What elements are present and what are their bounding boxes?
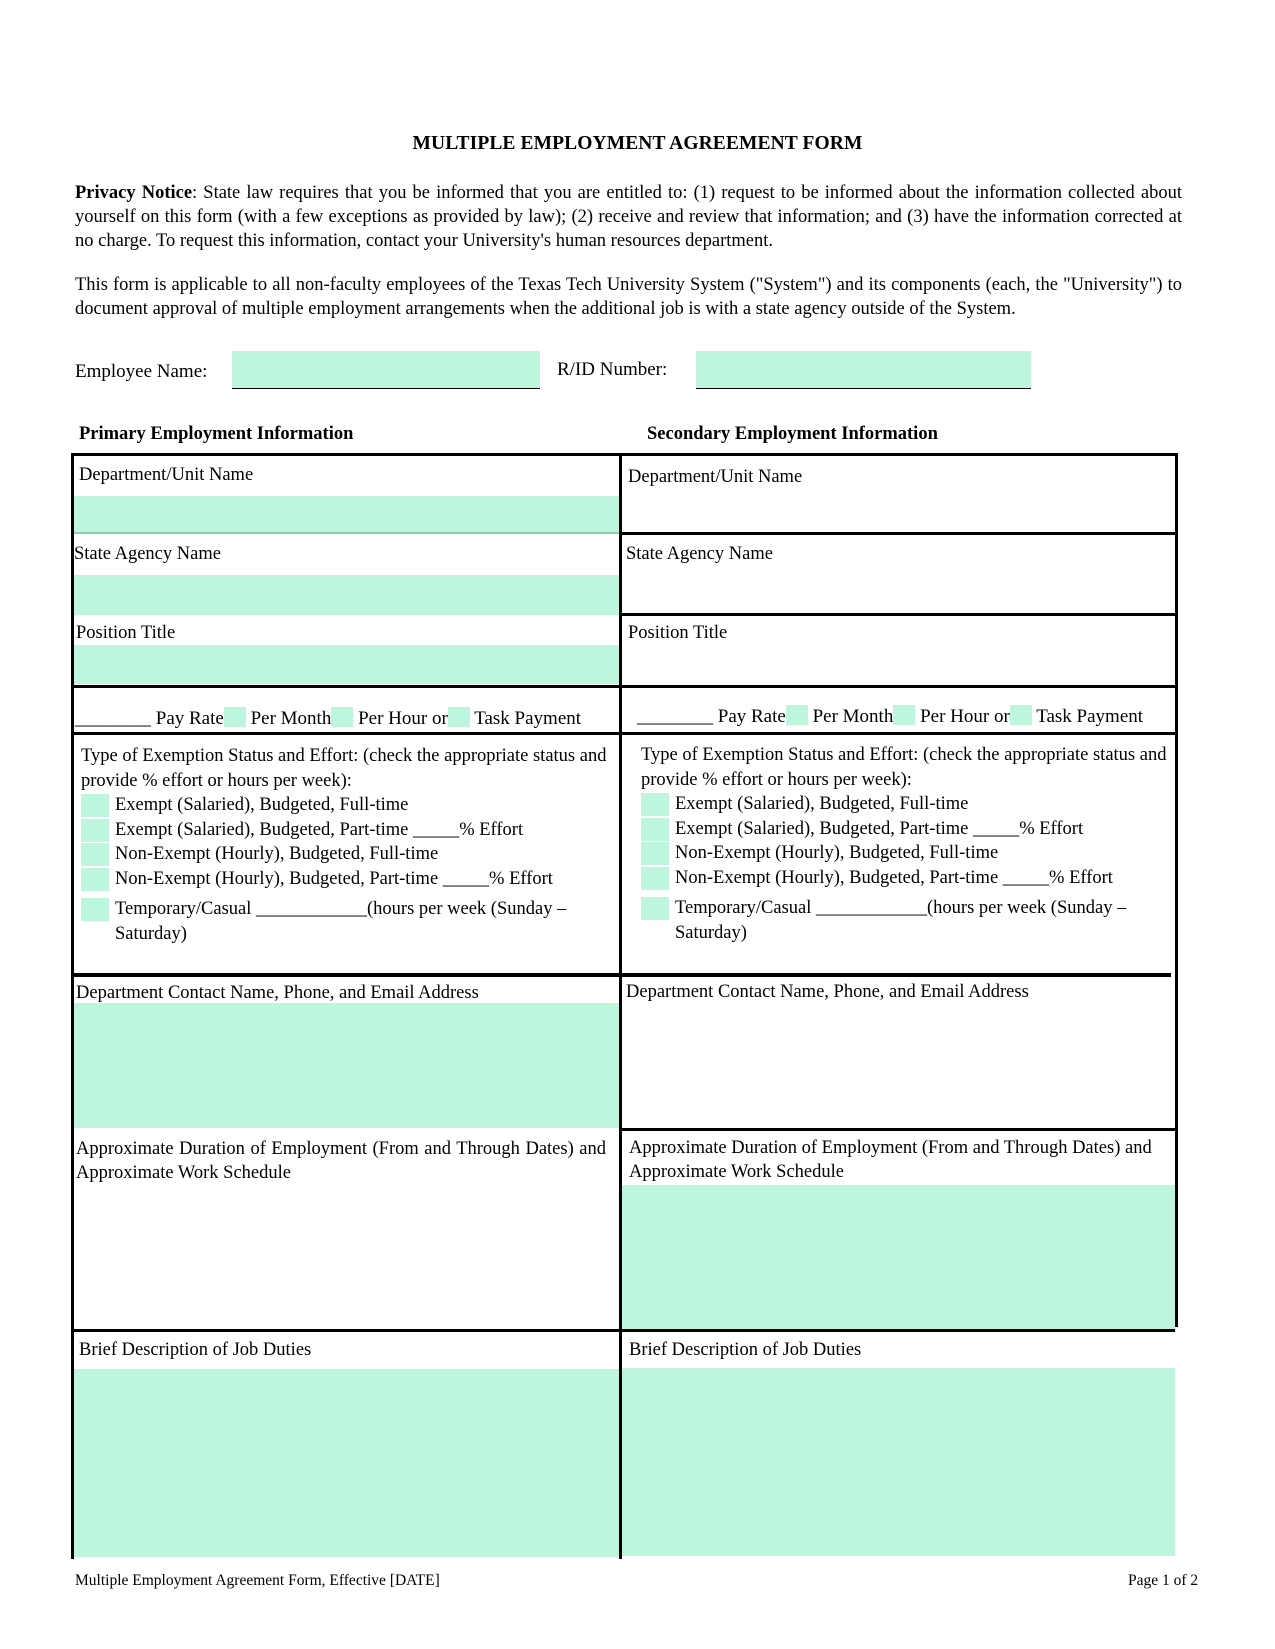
primary-exemption-option	[81, 897, 611, 946]
primary-duties-field[interactable]	[73, 1369, 619, 1557]
option-label: Exempt (Salaried), Budgeted, Full-time	[675, 794, 969, 814]
table-border-right	[1175, 687, 1178, 1327]
primary-exemption-option	[81, 842, 611, 867]
secondary-temporary-checkbox[interactable]	[641, 897, 669, 920]
secondary-position-label: Position Title	[628, 623, 728, 643]
primary-per-month-label: Per Month	[250, 708, 332, 729]
page-title: MULTIPLE EMPLOYMENT AGREEMENT FORM	[412, 133, 863, 154]
primary-duties-label: Brief Description of Job Duties	[79, 1340, 312, 1360]
secondary-pay-row	[637, 705, 1143, 728]
row-divider	[619, 1128, 1175, 1131]
row-divider	[71, 732, 1178, 735]
secondary-pay-rate-blank[interactable]: ________	[637, 706, 713, 727]
primary-exempt-full-checkbox[interactable]	[81, 794, 109, 817]
primary-nonexempt-full-checkbox[interactable]	[81, 843, 109, 866]
secondary-pay-rate-label: Pay Rate	[717, 706, 786, 727]
secondary-contact-label: Department Contact Name, Phone, and Email Address	[626, 982, 1029, 1002]
primary-department-field[interactable]	[73, 496, 619, 534]
primary-exemption-option	[81, 818, 611, 843]
table-border-right	[1175, 453, 1178, 687]
secondary-exempt-part-checkbox[interactable]	[641, 818, 669, 841]
secondary-duration-field[interactable]	[622, 1185, 1175, 1329]
primary-contact-field[interactable]	[73, 1003, 619, 1128]
secondary-per-month-label: Per Month	[812, 706, 894, 727]
footer-page-number: Page 1 of 2	[1128, 1572, 1199, 1589]
primary-exempt-part-checkbox[interactable]	[81, 819, 109, 842]
option-label: Non-Exempt (Hourly), Budgeted, Full-time	[115, 844, 439, 864]
secondary-agency-field[interactable]	[622, 571, 1175, 613]
primary-position-label: Position Title	[76, 623, 176, 643]
employee-name-label: Employee Name:	[75, 361, 208, 382]
employment-table	[71, 453, 1178, 1559]
secondary-per-hour-checkbox[interactable]	[893, 705, 915, 725]
primary-pay-rate-label: Pay Rate	[155, 708, 224, 729]
applicability-text: This form is applicable to all non-faculty employees of the Texas Tech University System ("System") and its components (each, the "University") to document approval of multiple employment arrangements when the additional job is with a state agency outside of the System.	[75, 275, 1182, 319]
primary-per-hour-label: Per Hour or	[358, 708, 448, 729]
option-label: Temporary/Casual ____________(hours per week (Sunday – Saturday)	[675, 898, 1127, 943]
secondary-agency-label: State Agency Name	[626, 544, 773, 564]
primary-department-label: Department/Unit Name	[79, 465, 254, 485]
primary-duration-label: Approximate Duration of Employment (From and Through Dates) and Approximate Work Schedule	[76, 1139, 606, 1183]
primary-heading: Primary Employment Information	[79, 424, 354, 444]
secondary-exemption-option	[641, 896, 1171, 945]
primary-pay-rate-blank[interactable]: ________	[75, 708, 151, 729]
primary-per-hour-checkbox[interactable]	[331, 707, 353, 727]
primary-duration-field[interactable]	[73, 1193, 619, 1331]
secondary-exempt-full-checkbox[interactable]	[641, 793, 669, 816]
row-divider	[619, 613, 1178, 616]
primary-agency-label: State Agency Name	[74, 544, 221, 564]
secondary-task-payment-checkbox[interactable]	[1010, 705, 1032, 725]
option-label: Exempt (Salaried), Budgeted, Part-time _____% Effort	[115, 819, 524, 840]
rid-number-label: R/ID Number:	[557, 359, 668, 380]
footer-left: Multiple Employment Agreement Form, Effective [DATE]	[75, 1572, 440, 1589]
secondary-nonexempt-full-checkbox[interactable]	[641, 842, 669, 865]
primary-exemption-intro: Type of Exemption Status and Effort: (check the appropriate status and provide % effort or hours per week):	[81, 746, 607, 791]
secondary-department-field[interactable]	[622, 493, 1175, 531]
secondary-department-label: Department/Unit Name	[628, 467, 803, 487]
primary-per-month-checkbox[interactable]	[224, 707, 246, 727]
primary-task-payment-label: Task Payment	[474, 708, 582, 729]
row-divider	[71, 1329, 1175, 1332]
secondary-exemption-option	[641, 817, 1171, 842]
row-divider	[619, 532, 1178, 535]
secondary-nonexempt-part-checkbox[interactable]	[641, 867, 669, 890]
employee-name-field[interactable]	[232, 351, 540, 389]
primary-exemption-option	[81, 793, 611, 818]
option-label: Non-Exempt (Hourly), Budgeted, Full-time	[675, 843, 999, 863]
option-label: Exempt (Salaried), Budgeted, Part-time _____% Effort	[675, 818, 1084, 839]
secondary-exemption-option	[641, 841, 1171, 866]
secondary-duration-label: Approximate Duration of Employment (From and Through Dates) and Approximate Work Schedule	[629, 1138, 1152, 1182]
option-label: Non-Exempt (Hourly), Budgeted, Part-time _____% Effort	[675, 867, 1113, 888]
secondary-exemption-section	[641, 743, 1171, 945]
primary-temporary-checkbox[interactable]	[81, 898, 109, 921]
secondary-heading: Secondary Employment Information	[647, 424, 938, 444]
primary-exemption-option	[81, 867, 611, 892]
secondary-per-hour-label: Per Hour or	[920, 706, 1010, 727]
secondary-per-month-checkbox[interactable]	[786, 705, 808, 725]
primary-position-field[interactable]	[73, 645, 619, 684]
privacy-notice-text: : State law requires that you be informed that you are entitled to: (1) request to be informed about the information collected about yourself on this form (with a few exceptions as provided by law); (2) receive and review that information; and (3) have the information corrected at no charge. To request this information, contact your University's human resources department.	[75, 183, 1182, 251]
secondary-exemption-intro: Type of Exemption Status and Effort: (check the appropriate status and provide % effort or hours per week):	[641, 745, 1167, 790]
primary-contact-label: Department Contact Name, Phone, and Email Address	[76, 983, 479, 1003]
secondary-task-payment-label: Task Payment	[1036, 706, 1144, 727]
option-label: Temporary/Casual ____________(hours per week (Sunday – Saturday)	[115, 899, 567, 944]
rid-number-field[interactable]	[696, 351, 1031, 389]
secondary-duties-label: Brief Description of Job Duties	[629, 1340, 862, 1360]
privacy-notice-label: Privacy Notice	[75, 183, 193, 203]
privacy-notice	[75, 181, 1182, 253]
primary-agency-field[interactable]	[73, 575, 619, 615]
primary-pay-row	[75, 707, 581, 730]
table-column-divider	[619, 453, 622, 1559]
secondary-duties-field[interactable]	[622, 1368, 1175, 1556]
secondary-exemption-option	[641, 792, 1171, 817]
secondary-contact-field[interactable]	[622, 1005, 1175, 1127]
table-border-top	[71, 453, 1178, 456]
row-divider	[71, 973, 1171, 977]
option-label: Non-Exempt (Hourly), Budgeted, Part-time _____% Effort	[115, 868, 553, 889]
secondary-exemption-option	[641, 866, 1171, 891]
table-border-left	[71, 453, 74, 1559]
primary-nonexempt-part-checkbox[interactable]	[81, 868, 109, 891]
option-label: Exempt (Salaried), Budgeted, Full-time	[115, 795, 409, 815]
primary-task-payment-checkbox[interactable]	[448, 707, 470, 727]
primary-exemption-section	[81, 744, 611, 946]
row-divider	[71, 685, 1178, 688]
secondary-position-field[interactable]	[622, 648, 1175, 686]
